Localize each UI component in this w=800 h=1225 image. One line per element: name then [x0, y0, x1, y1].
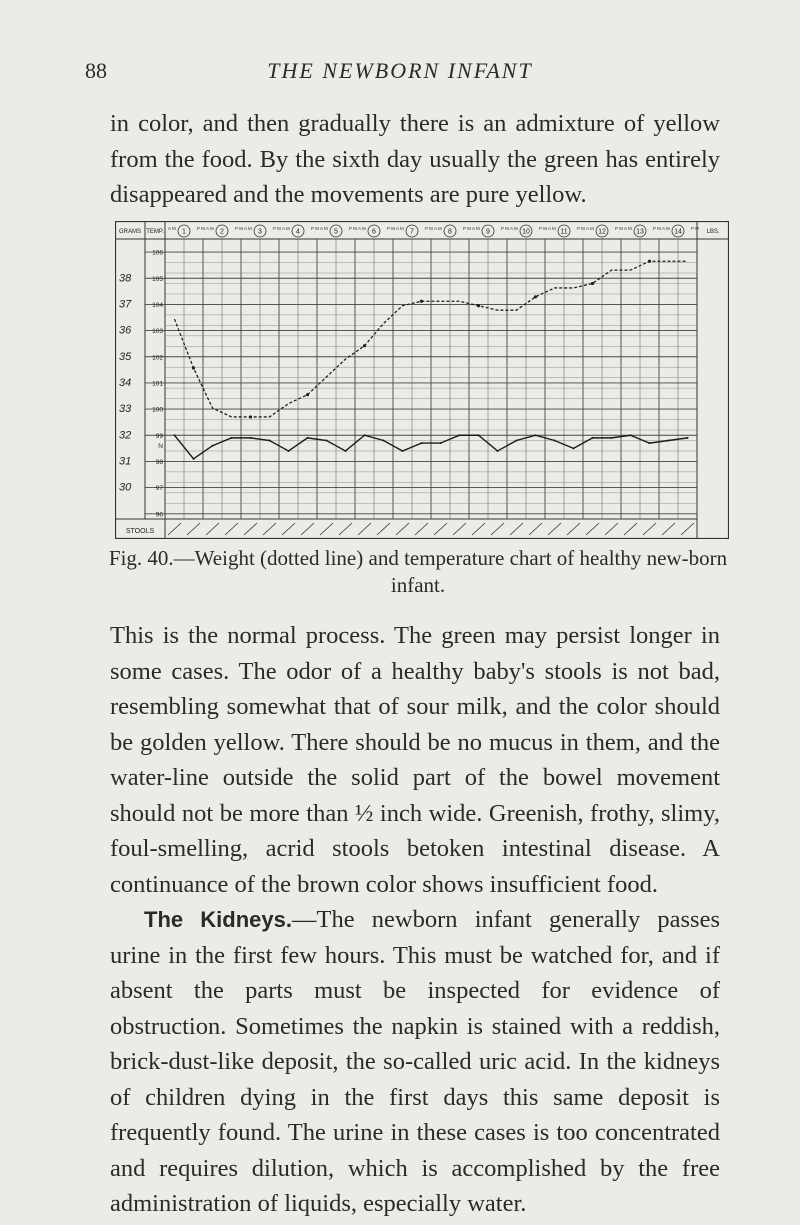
am-label: A M	[510, 226, 518, 231]
weight-tick-label: 32	[119, 429, 132, 442]
temperature-point	[459, 434, 461, 436]
temperature-point	[630, 434, 632, 436]
weight-tick-label: 35	[119, 350, 132, 363]
temp-tick-label: N	[158, 443, 163, 451]
day-number: 3	[258, 228, 262, 236]
am-label: A M	[206, 226, 214, 231]
paragraph-kidneys	[110, 902, 720, 1222]
section-heading: The Kidneys.	[144, 907, 292, 932]
temp-tick-label: 99	[155, 432, 163, 440]
page-number: 88	[85, 58, 107, 83]
stool-mark	[320, 523, 333, 535]
stool-mark	[244, 523, 257, 535]
day-number: 7	[410, 228, 414, 236]
stool-mark	[681, 523, 694, 535]
temperature-point	[212, 445, 214, 447]
temp-tick-label: 105	[152, 275, 163, 283]
temp-tick-label: 97	[155, 485, 163, 493]
stool-mark	[586, 523, 599, 535]
stool-mark	[491, 523, 504, 535]
stool-mark	[624, 523, 637, 535]
am-label: A M	[662, 226, 670, 231]
temperature-point	[364, 434, 366, 436]
stool-mark	[662, 523, 675, 535]
temperature-point	[174, 434, 176, 436]
stool-mark	[510, 523, 523, 535]
temperature-point	[497, 450, 499, 452]
weight-point	[648, 260, 651, 263]
temperature-point	[383, 439, 385, 441]
am-label: A M	[358, 226, 366, 231]
weight-tick-label: 37	[119, 298, 132, 311]
stool-mark	[415, 523, 428, 535]
stool-mark	[643, 523, 656, 535]
am-label: A M	[472, 226, 480, 231]
running-head: THE NEWBORN INFANT	[267, 58, 533, 83]
weight-temperature-chart	[115, 221, 729, 539]
pm-label: P M	[539, 226, 547, 231]
weight-tick-label: 33	[119, 403, 132, 416]
stool-mark	[567, 523, 580, 535]
paragraph-intro: in color, and then gradually there is an admixture of yellow from the food. By the sixth day usually the green has entirely disappeared and the movements are pure yellow.	[110, 110, 720, 208]
pm-label: P M	[311, 226, 319, 231]
temperature-point	[649, 442, 651, 444]
am-label: A M	[320, 226, 328, 231]
am-label: A M	[624, 226, 632, 231]
am-label: A M	[282, 226, 290, 231]
weight-point	[591, 282, 594, 285]
weight-tick-label: 34	[119, 376, 132, 389]
temperature-point	[231, 437, 233, 439]
pm-label: P M	[691, 226, 699, 231]
temperature-point	[345, 450, 347, 452]
am-label: A M	[396, 226, 404, 231]
temperature-point	[554, 439, 556, 441]
temp-tick-label: 100	[152, 406, 163, 414]
temperature-point	[535, 434, 537, 436]
temperature-point	[573, 447, 575, 449]
temperature-point	[592, 437, 594, 439]
stool-mark	[168, 523, 181, 535]
temperature-point	[611, 437, 613, 439]
body-text	[110, 618, 720, 1222]
stool-mark	[301, 523, 314, 535]
weight-point	[534, 295, 537, 298]
pm-label: P M	[463, 226, 471, 231]
temperature-point	[193, 458, 195, 460]
temp-tick-label: 102	[152, 354, 163, 362]
day-number: 10	[522, 228, 530, 236]
temp-tick-label: 106	[152, 249, 163, 257]
weight-point	[249, 415, 252, 418]
stool-mark	[263, 523, 276, 535]
stool-mark	[548, 523, 561, 535]
stool-mark	[453, 523, 466, 535]
day-number: 13	[636, 228, 644, 236]
weight-point	[192, 366, 195, 369]
am-label: A M	[548, 226, 556, 231]
weight-point	[306, 393, 309, 396]
temperature-point	[478, 434, 480, 436]
am-label: A M	[244, 226, 252, 231]
weight-tick-label: 38	[119, 272, 132, 285]
day-number: 11	[560, 228, 568, 236]
temp-tick-label: 101	[152, 380, 163, 388]
stool-mark	[529, 523, 542, 535]
temp-tick-label: 104	[152, 301, 163, 309]
day-number: 4	[296, 228, 300, 236]
grams-header: GRAMS	[118, 229, 142, 235]
stool-mark	[396, 523, 409, 535]
day-number: 12	[598, 228, 606, 236]
pm-label: P M	[425, 226, 433, 231]
weight-tick-label: 36	[119, 324, 132, 337]
stools-label: STOOLS	[125, 528, 155, 535]
day-number: 9	[486, 228, 490, 236]
am-label: A M	[586, 226, 594, 231]
figure-caption: Fig. 40.—Weight (dotted line) and temperature chart of healthy new-born infant.	[108, 546, 728, 597]
pm-label: P M	[235, 226, 243, 231]
weight-point	[363, 344, 366, 347]
stool-mark	[339, 523, 352, 535]
pm-label: P M	[387, 226, 395, 231]
temperature-point	[288, 450, 290, 452]
day-number: 8	[448, 228, 452, 236]
chart-frame	[116, 222, 729, 539]
temperature-point	[307, 437, 309, 439]
temperature-point	[421, 442, 423, 444]
weight-point	[420, 300, 423, 303]
stool-mark	[225, 523, 238, 535]
pm-label: P M	[615, 226, 623, 231]
weight-point	[477, 304, 480, 307]
lbs-header: LBS.	[706, 229, 720, 235]
temperature-point	[687, 437, 689, 439]
stool-mark	[377, 523, 390, 535]
kidneys-text: —The newborn infant generally passes urine in the first few hours. This must be watched for, and if absent the parts must be inspected for evidence of obstruction. Sometimes the napkin is stained with a reddish, brick-dust-like deposit, the so-called uric acid. In the kidneys of children dying in the first days this same deposit is frequently found. The urine in these cases is too concentrated and requires dilution, which is accomplished by the free administration of liquids, especially water.	[110, 906, 720, 1217]
am-label: A M	[434, 226, 442, 231]
stool-mark	[605, 523, 618, 535]
temp-tick-label: 96	[155, 511, 163, 519]
day-number: 1	[182, 228, 186, 236]
pm-label: P M	[349, 226, 357, 231]
paragraph-stools: This is the normal process. The green may persist longer in some cases. The odor of a healthy baby's stools is not bad, resembling somewhat that of sour milk, and the color should be golden yellow. There should be no mucus in them, and the water-line outside the solid part of the bowel movement should not be more than ½ inch wide. Greenish, frothy, slimy, foul-smelling, acrid stools betoken intestinal disease. A continuance of the brown color shows insufficient food.	[110, 622, 720, 898]
temp-tick-label: 98	[155, 458, 163, 466]
stool-mark	[282, 523, 295, 535]
day-number: 14	[674, 228, 682, 236]
temperature-point	[402, 450, 404, 452]
stool-mark	[472, 523, 485, 535]
pm-label: P M	[197, 226, 205, 231]
temp-tick-label: 103	[152, 328, 163, 336]
am-label: A M	[168, 226, 176, 231]
temp-header: TEMP.	[146, 229, 164, 235]
temperature-point	[326, 439, 328, 441]
temperature-point	[668, 439, 670, 441]
day-number: 6	[372, 228, 376, 236]
temperature-point	[516, 439, 518, 441]
chart-svg	[115, 221, 729, 539]
temperature-point	[440, 442, 442, 444]
stool-mark	[434, 523, 447, 535]
pm-label: P M	[653, 226, 661, 231]
weight-tick-label: 31	[119, 455, 132, 468]
stool-mark	[358, 523, 371, 535]
pm-label: P M	[577, 226, 585, 231]
weight-tick-label: 30	[119, 481, 132, 494]
pm-label: P M	[273, 226, 281, 231]
temperature-point	[269, 439, 271, 441]
temperature-point	[250, 437, 252, 439]
stool-mark	[187, 523, 200, 535]
stool-mark	[206, 523, 219, 535]
day-number: 5	[334, 228, 338, 236]
day-number: 2	[220, 228, 224, 236]
pm-label: P M	[501, 226, 509, 231]
